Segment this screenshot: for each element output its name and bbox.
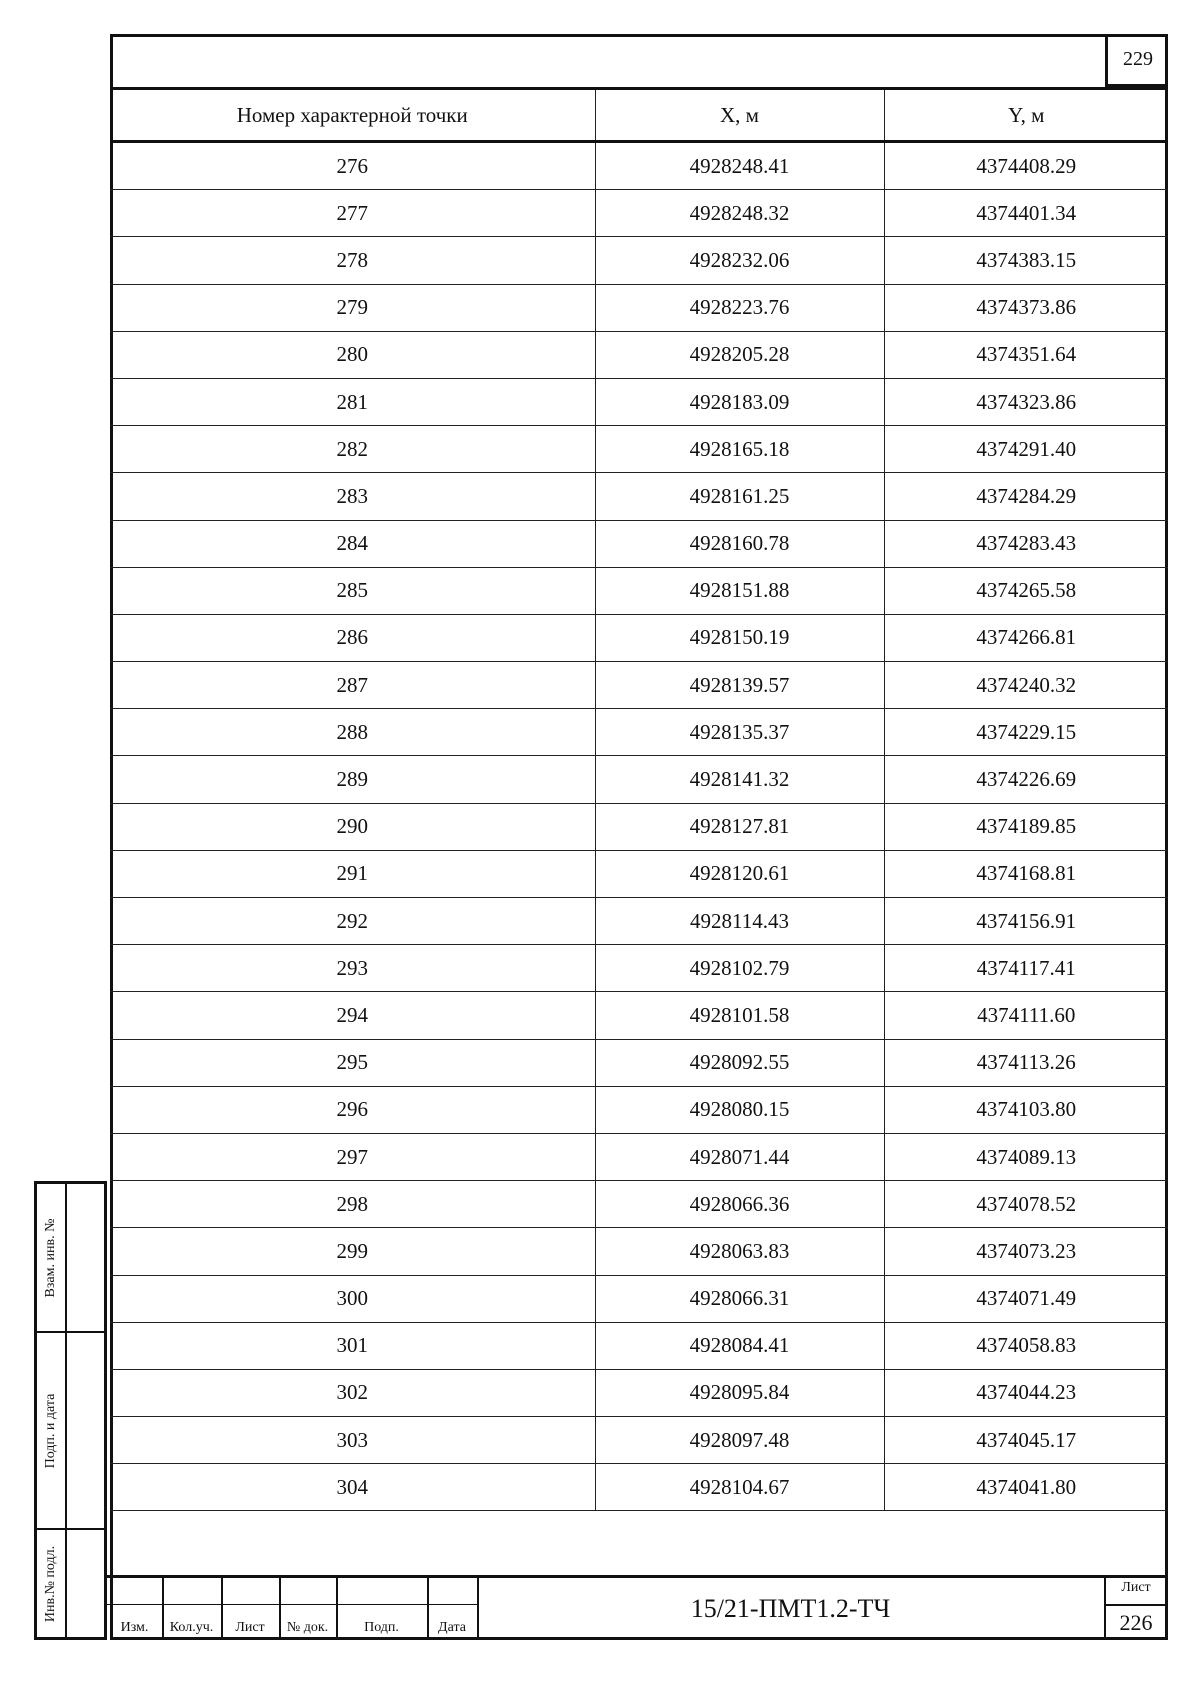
- cell-x: 4928127.81: [595, 803, 884, 850]
- table-row: [110, 945, 1168, 992]
- cell-point-number: 287: [110, 662, 595, 709]
- cell-point-number: 284: [110, 520, 595, 567]
- cell-y: 4374240.32: [884, 662, 1168, 709]
- table-row: [110, 284, 1168, 331]
- cell-y: 4374291.40: [884, 426, 1168, 473]
- header-y: Y, м: [884, 89, 1168, 142]
- side-cell-replacement-inv: [37, 1184, 67, 1333]
- cell-y: 4374265.58: [884, 567, 1168, 614]
- cell-y: 4374078.52: [884, 1181, 1168, 1228]
- cell-x: 4928092.55: [595, 1039, 884, 1086]
- table-row: [110, 1181, 1168, 1228]
- cell-y: 4374168.81: [884, 850, 1168, 897]
- cell-y: 4374229.15: [884, 709, 1168, 756]
- cell-y: 4374045.17: [884, 1417, 1168, 1464]
- cell-point-number: 277: [110, 190, 595, 237]
- cell-x: 4928151.88: [595, 567, 884, 614]
- table-row: [110, 1133, 1168, 1180]
- cell-y: 4374041.80: [884, 1464, 1168, 1511]
- sheet-label: Лист: [1121, 1580, 1151, 1595]
- table-row: [110, 426, 1168, 473]
- cell-x: 4928084.41: [595, 1322, 884, 1369]
- cell-x: 4928104.67: [595, 1464, 884, 1511]
- table-row: [110, 898, 1168, 945]
- table-row: [110, 1464, 1168, 1511]
- cell-y: 4374408.29: [884, 142, 1168, 190]
- cell-y: 4374383.15: [884, 237, 1168, 284]
- side-label-sign-date: Подп. и дата: [43, 1393, 58, 1468]
- cell-point-number: 276: [110, 142, 595, 190]
- side-label-original-inv: Инв.№ подл.: [43, 1545, 58, 1622]
- table-row: [110, 190, 1168, 237]
- table-row: [110, 756, 1168, 803]
- top-page-number: 229: [1105, 34, 1168, 87]
- cell-y: 4374323.86: [884, 378, 1168, 425]
- column-change: Изм.: [120, 1620, 149, 1635]
- cell-point-number: 283: [110, 473, 595, 520]
- cell-y: 4374117.41: [884, 945, 1168, 992]
- cell-point-number: 292: [110, 898, 595, 945]
- side-cell-sign-date: [37, 1333, 67, 1530]
- cell-x: 4928080.15: [595, 1086, 884, 1133]
- cell-y: 4374044.23: [884, 1369, 1168, 1416]
- cell-x: 4928135.37: [595, 709, 884, 756]
- cell-point-number: 301: [110, 1322, 595, 1369]
- table-row: [110, 331, 1168, 378]
- sheet-number: 226: [1104, 1604, 1168, 1640]
- table-row: [110, 473, 1168, 520]
- cell-x: 4928232.06: [595, 237, 884, 284]
- cell-y: 4374373.86: [884, 284, 1168, 331]
- column-doc-number: № док.: [286, 1620, 329, 1635]
- column-date: Дата: [438, 1620, 466, 1635]
- cell-x: 4928102.79: [595, 945, 884, 992]
- cell-x: 4928063.83: [595, 1228, 884, 1275]
- cell-point-number: 291: [110, 850, 595, 897]
- cell-point-number: 303: [110, 1417, 595, 1464]
- cell-x: 4928141.32: [595, 756, 884, 803]
- cell-point-number: 300: [110, 1275, 595, 1322]
- cell-point-number: 293: [110, 945, 595, 992]
- side-cell-original-inv: [37, 1530, 67, 1637]
- table-row: [110, 1369, 1168, 1416]
- table-row: [110, 1086, 1168, 1133]
- cell-point-number: 285: [110, 567, 595, 614]
- cell-y: 4374226.69: [884, 756, 1168, 803]
- cell-y: 4374156.91: [884, 898, 1168, 945]
- cell-point-number: 298: [110, 1181, 595, 1228]
- table-row: [110, 1275, 1168, 1322]
- cell-x: 4928095.84: [595, 1369, 884, 1416]
- table-row: [110, 803, 1168, 850]
- cell-x: 4928160.78: [595, 520, 884, 567]
- side-stamp: [34, 1181, 107, 1640]
- cell-point-number: 296: [110, 1086, 595, 1133]
- cell-x: 4928183.09: [595, 378, 884, 425]
- table-row: [110, 1039, 1168, 1086]
- cell-point-number: 279: [110, 284, 595, 331]
- cell-x: 4928205.28: [595, 331, 884, 378]
- title-block: [107, 1575, 1168, 1640]
- cell-x: 4928066.31: [595, 1275, 884, 1322]
- cell-y: 4374401.34: [884, 190, 1168, 237]
- cell-point-number: 302: [110, 1369, 595, 1416]
- table-header-row: [110, 89, 1168, 142]
- header-x: X, м: [595, 89, 884, 142]
- table-row: [110, 614, 1168, 661]
- cell-x: 4928150.19: [595, 614, 884, 661]
- side-blank-1: [67, 1184, 104, 1333]
- cell-y: 4374283.43: [884, 520, 1168, 567]
- cell-x: 4928139.57: [595, 662, 884, 709]
- cell-y: 4374103.80: [884, 1086, 1168, 1133]
- cell-point-number: 278: [110, 237, 595, 284]
- cell-point-number: 281: [110, 378, 595, 425]
- column-count: Кол.уч.: [169, 1620, 214, 1635]
- cell-point-number: 297: [110, 1133, 595, 1180]
- table-row: [110, 850, 1168, 897]
- cell-y: 4374266.81: [884, 614, 1168, 661]
- cell-x: 4928223.76: [595, 284, 884, 331]
- table-row: [110, 709, 1168, 756]
- column-sheet: Лист: [235, 1620, 265, 1635]
- cell-point-number: 299: [110, 1228, 595, 1275]
- cell-y: 4374189.85: [884, 803, 1168, 850]
- table-row: [110, 662, 1168, 709]
- cell-point-number: 295: [110, 1039, 595, 1086]
- cell-x: 4928248.41: [595, 142, 884, 190]
- coordinates-table: [110, 87, 1168, 1511]
- cell-x: 4928097.48: [595, 1417, 884, 1464]
- cell-x: 4928161.25: [595, 473, 884, 520]
- cell-x: 4928071.44: [595, 1133, 884, 1180]
- side-blank-2: [67, 1333, 104, 1530]
- header-point-number: Номер характерной точки: [110, 89, 595, 142]
- column-signature: Подп.: [364, 1620, 399, 1635]
- table-row: [110, 237, 1168, 284]
- table-row: [110, 1417, 1168, 1464]
- table-row: [110, 142, 1168, 190]
- cell-x: 4928101.58: [595, 992, 884, 1039]
- table-row: [110, 520, 1168, 567]
- cell-point-number: 280: [110, 331, 595, 378]
- cell-y: 4374058.83: [884, 1322, 1168, 1369]
- cell-y: 4374284.29: [884, 473, 1168, 520]
- cell-y: 4374071.49: [884, 1275, 1168, 1322]
- table-body: [110, 142, 1168, 1511]
- cell-point-number: 288: [110, 709, 595, 756]
- cell-point-number: 290: [110, 803, 595, 850]
- cell-x: 4928066.36: [595, 1181, 884, 1228]
- cell-y: 4374351.64: [884, 331, 1168, 378]
- cell-x: 4928120.61: [595, 850, 884, 897]
- cell-x: 4928114.43: [595, 898, 884, 945]
- side-label-replacement-inv: Взам. инв. №: [43, 1218, 58, 1297]
- cell-point-number: 286: [110, 614, 595, 661]
- table-row: [110, 1228, 1168, 1275]
- cell-point-number: 282: [110, 426, 595, 473]
- table-row: [110, 1322, 1168, 1369]
- cell-x: 4928248.32: [595, 190, 884, 237]
- cell-point-number: 294: [110, 992, 595, 1039]
- cell-point-number: 304: [110, 1464, 595, 1511]
- table-row: [110, 992, 1168, 1039]
- cell-y: 4374111.60: [884, 992, 1168, 1039]
- cell-y: 4374113.26: [884, 1039, 1168, 1086]
- cell-y: 4374089.13: [884, 1133, 1168, 1180]
- cell-x: 4928165.18: [595, 426, 884, 473]
- document-code: 15/21-ПМТ1.2-ТЧ: [690, 1594, 891, 1623]
- table-row: [110, 378, 1168, 425]
- cell-point-number: 289: [110, 756, 595, 803]
- table-row: [110, 567, 1168, 614]
- cell-y: 4374073.23: [884, 1228, 1168, 1275]
